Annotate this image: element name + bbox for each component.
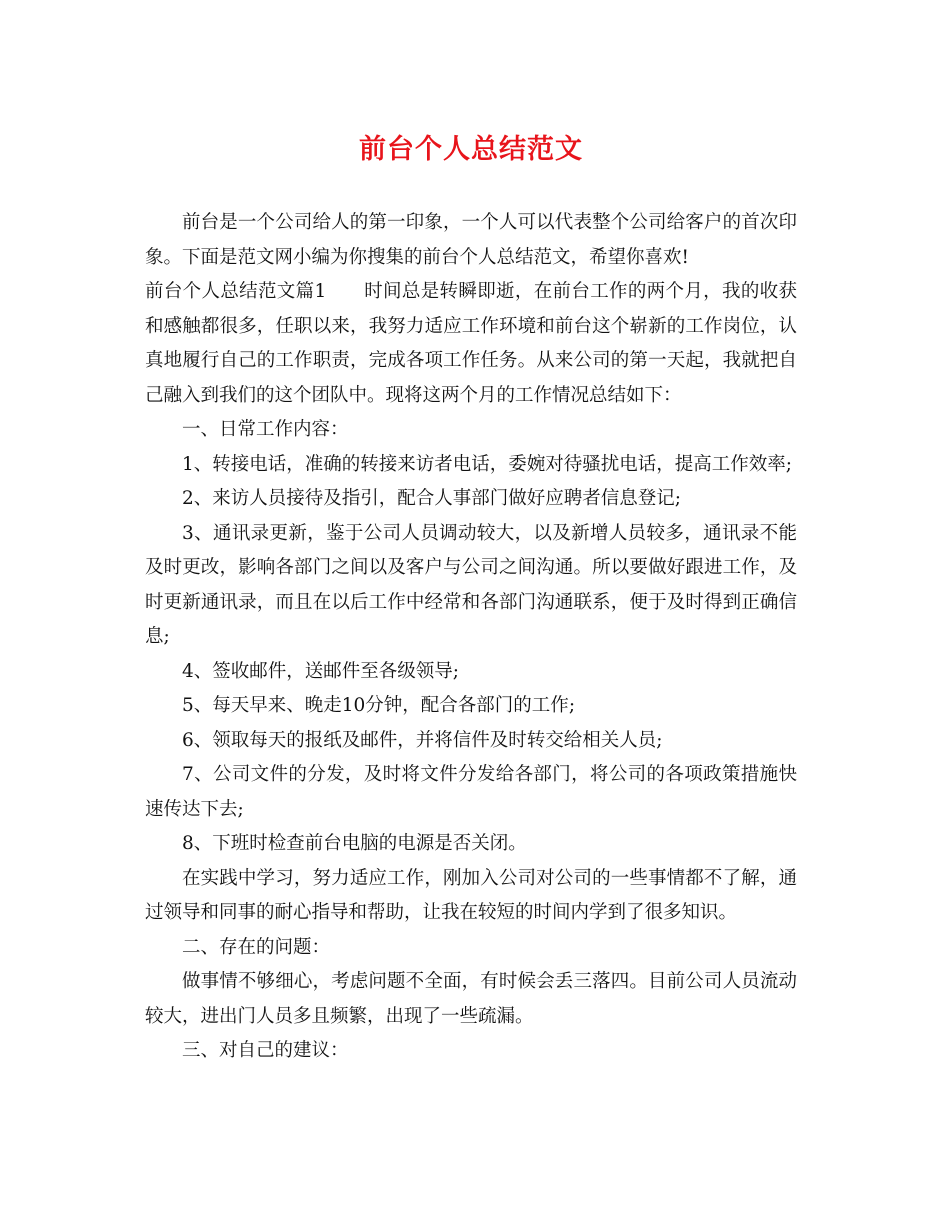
body-paragraph: 在实践中学习，努力适应工作，刚加入公司对公司的一些事情都不了解，通过领导和同事的耐心指导和帮助，让我在较短的时间内学到了很多知识。 <box>145 867 797 923</box>
document-page <box>145 128 797 1069</box>
list-item: 5、每天早来、晚走10分钟，配合各部门的工作; <box>182 695 576 716</box>
article-paragraph: 前台个人总结范文篇1 时间总是转瞬即逝，在前台工作的两个月，我的收获和感触都很多，任职以来，我努力适应工作环境和前台这个崭新的工作岗位，认真地履行自己的工作职责，完成各项工作任务。从来公司的第一天起，我就把自己融入到我们的这个团队中。现将这两个月的工作情况总结如下： <box>145 281 797 406</box>
list-item: 7、公司文件的分发，及时将文件分发给各部门，将公司的各项政策措施快速传达下去; <box>145 764 797 820</box>
intro-paragraph: 前台是一个公司给人的第一印象，一个人可以代表整个公司给客户的首次印象。下面是范文网小编为你搜集的前台个人总结范文，希望你喜欢! <box>145 212 797 268</box>
section-heading-suggestions: 三、对自己的建议： <box>182 1040 349 1061</box>
list-item: 2、来访人员接待及指引，配合人事部门做好应聘者信息登记; <box>182 488 682 509</box>
document-body <box>145 206 797 1069</box>
list-item: 3、通讯录更新，鉴于公司人员调动较大，以及新增人员较多，通讯录不能及时更改，影响各部门之间以及客户与公司之间沟通。所以要做好跟进工作，及时更新通讯录，而且在以后工作中经常和各部门沟通联系，便于及时得到正确信息; <box>145 522 797 647</box>
document-title: 前台个人总结范文 <box>359 134 583 165</box>
list-item: 4、签收邮件，送邮件至各级领导; <box>182 660 460 682</box>
list-item: 6、领取每天的报纸及邮件，并将信件及时转交给相关人员; <box>182 729 663 751</box>
body-paragraph: 做事情不够细心，考虑问题不全面，有时候会丢三落四。目前公司人员流动较大，进出门人员多且频繁，出现了一些疏漏。 <box>145 971 797 1027</box>
section-heading-daily-work: 一、日常工作内容： <box>182 419 349 440</box>
list-item: 1、转接电话，准确的转接来访者电话，委婉对待骚扰电话，提高工作效率; <box>182 453 793 475</box>
list-item: 8、下班时检查前台电脑的电源是否关闭。 <box>182 833 527 854</box>
section-heading-problems: 二、存在的问题： <box>182 936 331 958</box>
